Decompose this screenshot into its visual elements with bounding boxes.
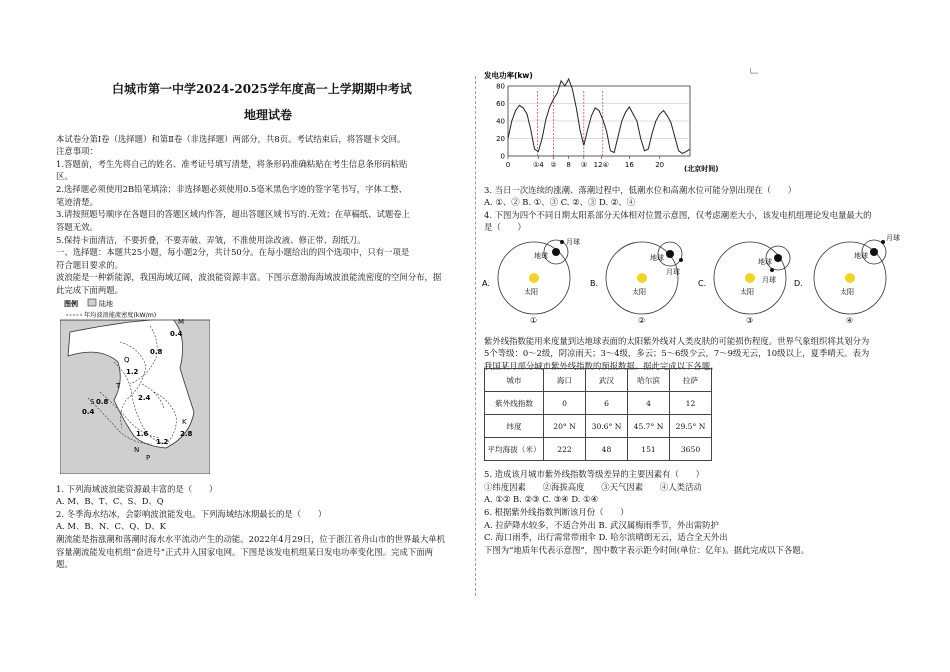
sun xyxy=(637,273,647,283)
legend-line-label: 年均波浪能流密度(kW/m) xyxy=(84,312,157,319)
tidal-intro-line: 题。 xyxy=(56,559,73,569)
instruction-line: 5.保持卡面清洁，不要折叠，不要弄破、弄皱，不准使用涂改液、修正带、刮纸刀。 xyxy=(56,235,366,245)
diagram-number: ③ xyxy=(746,316,754,325)
table-header-cell: 武汉 xyxy=(586,369,628,392)
sun xyxy=(745,273,755,283)
table-cell: 3650 xyxy=(670,438,712,461)
question-5-factors: ①纬度因素 ②海拔高度 ③天气因素 ④人类活动 xyxy=(484,482,702,492)
x-tick-label: 8 xyxy=(566,161,571,169)
table-row xyxy=(485,415,712,438)
x-tick-label: ③ xyxy=(580,161,587,169)
instruction-line: 答题无效。 xyxy=(56,222,98,232)
power-line xyxy=(508,79,690,153)
instruction-line: 1.答题前，考生先将自己的姓名、准考证号填写清楚，将条形码准确粘贴在考生信息条形码粘贴 xyxy=(56,159,408,169)
table-cell: 30.6° N xyxy=(586,415,628,438)
instruction-line: 区。 xyxy=(56,171,73,181)
y-tick-label: 0 xyxy=(500,152,505,161)
diagram-letter: B. xyxy=(590,279,599,288)
table-cell: 紫外线指数 xyxy=(485,392,544,415)
exam-subtitle: 地理试卷 xyxy=(244,108,293,122)
table-cell: 151 xyxy=(628,438,670,461)
power-chart xyxy=(480,70,720,180)
map-label-P: P xyxy=(146,454,151,462)
map-label-M: M xyxy=(178,318,185,326)
diagram-letter: A. xyxy=(482,279,490,288)
x-tick-label: ①4 xyxy=(532,161,544,169)
chart-ylabel: 发电功率(kw) xyxy=(484,71,533,80)
instruction-line: 2.选择题必须使用2B铅笔填涂；非选择题必须使用0.5毫米黑色字迹的签字笔书写，字体工整、 xyxy=(56,184,408,194)
earth xyxy=(870,248,878,256)
earth xyxy=(666,250,674,258)
table-cell: 平均海拔（米） xyxy=(485,438,544,461)
table-cell: 12 xyxy=(670,392,712,415)
map-label-2.8: 2.8 xyxy=(180,430,193,438)
instruction-line: 一、选择题：本题共25小题，每小题2分，共计50分。在每小题给出的四个选项中，只有一项是 xyxy=(56,247,410,257)
map-label-0.4: 0.4 xyxy=(170,330,183,338)
map-label-Q: Q xyxy=(124,356,130,364)
table-row xyxy=(485,392,712,415)
moon-label: 月球 xyxy=(666,268,680,276)
x-tick-label: 12④ xyxy=(593,161,609,169)
uv-intro-line: 我国某月部分城市紫外线指数的预报数据。据此完成以下各题。 xyxy=(484,361,719,371)
question-3-options: A. ①、② B. ①、③ C. ②、③ D. ②、④ xyxy=(484,197,636,207)
earth-label: 地球 xyxy=(758,258,772,266)
uv-intro-line: 紫外线指数能用来度量到达地球表面的太阳紫外线对人类皮肤的可能损伤程度。世界气象组织将其划分为 xyxy=(484,336,870,346)
table-header-cell: 城市 xyxy=(485,369,544,392)
question-4-line: 是（ ） xyxy=(484,222,526,232)
corner-mark: └─ xyxy=(748,68,759,78)
sun-label: 太阳 xyxy=(840,288,854,296)
diagram-number: ② xyxy=(638,316,646,325)
question-2: 2. 冬季海水结冰，会影响波浪能发电。下列海域结冰期最长的是（ ） xyxy=(56,509,327,519)
table-cell: 20° N xyxy=(544,415,586,438)
table-cell: 45.7° N xyxy=(628,415,670,438)
instruction-line: 3.请按照题号顺序在各题目的答题区域内作答，超出答题区域书写的.无效；在草稿纸、试题卷上 xyxy=(56,209,411,219)
table-cell: 222 xyxy=(544,438,586,461)
question-6: 6. 根据紫外线指数判断该月份（ ） xyxy=(484,507,629,517)
question-5: 5. 造成该月城市紫外线指数等级差异的主要因素有（ ） xyxy=(484,469,705,479)
map-label-1.2b: 1.2 xyxy=(156,438,169,446)
bohai-wave-energy-map xyxy=(60,296,210,474)
table-cell: 0 xyxy=(544,392,586,415)
y-tick-label: 60 xyxy=(496,100,505,108)
instruction-line: 波浪能是一种新能源，我国海域辽阔，波浪能资源丰富。下图示意渤海海域波浪能流密度的空间分布，据 xyxy=(56,272,442,282)
y-tick-label: 20 xyxy=(496,135,505,143)
chart-xlabel: (北京时间) xyxy=(684,165,719,173)
moon-label: 月球 xyxy=(762,276,776,284)
table-row xyxy=(485,438,712,461)
map-label-1.6: 1.6 xyxy=(136,430,149,438)
tidal-intro-line: 潮流能是指涨潮和落潮时海水水平流动产生的动能。2022年4月29日，位于浙江省舟山市的世界最大单机 xyxy=(56,534,446,544)
question-6-options-cd: C. 海口雨季，出行需常带雨伞 D. 哈尔滨晴朗无云，适合全天外出 xyxy=(484,532,728,542)
diagram-number: ① xyxy=(530,316,538,325)
instruction-line: 符合题目要求的。 xyxy=(56,260,123,270)
earth-label: 地球 xyxy=(854,252,868,260)
diagram-A xyxy=(482,237,580,325)
earth-label: 地球 xyxy=(534,252,548,260)
diagram-B xyxy=(590,242,683,325)
question-4-line: 4. 下图为四个不同日期太阳系部分天体相对位置示意图，仅考虑潮差大小，该发电机组理论发电量最大的 xyxy=(484,210,872,220)
map-label-0.4b: 0.4 xyxy=(82,408,95,416)
diagram-D xyxy=(794,233,900,325)
uv-table xyxy=(484,368,712,461)
sun xyxy=(529,273,539,283)
question-1: 1. 下列海域波浪能资源最丰富的是（ ） xyxy=(56,484,218,494)
table-cell: 6 xyxy=(586,392,628,415)
earth-label: 地球 xyxy=(650,254,664,262)
table-cell: 29.5° N xyxy=(670,415,712,438)
x-tick-label: 16 xyxy=(624,161,634,169)
table-header-row xyxy=(485,369,712,392)
question-7-intro: 下图为“地质年代表示意图”，图中数字表示距今时间(单位：亿年)。据此完成以下各题。 xyxy=(484,545,809,555)
table-cell: 4 xyxy=(628,392,670,415)
table-cell: 纬度 xyxy=(485,415,544,438)
table-header-cell: 拉萨 xyxy=(670,369,712,392)
x-tick-label: ② xyxy=(550,161,557,169)
table-header-cell: 哈尔滨 xyxy=(628,369,670,392)
sun xyxy=(845,273,855,283)
x-tick-label: 20 xyxy=(655,161,665,169)
question-1-options: A. M、B、T、C、S、D、Q xyxy=(56,496,164,506)
diagram-number: ④ xyxy=(846,316,854,325)
sun-label: 太阳 xyxy=(740,288,754,296)
legend-land: 陆地 xyxy=(99,300,113,308)
table-header-cell: 海口 xyxy=(544,369,586,392)
table-cell: 48 xyxy=(586,438,628,461)
sun-label: 太阳 xyxy=(632,288,646,296)
legend-land-swatch xyxy=(88,299,96,306)
moon xyxy=(560,240,564,244)
instruction-line: 本试卷分第Ⅰ卷（选择题）和第Ⅱ卷（非选择题）两部分，共8页。考试结束后，将答题卡交回。 xyxy=(56,134,406,144)
map-label-K: K xyxy=(182,418,187,426)
map-label-N: N xyxy=(134,446,140,454)
diagram-letter: C. xyxy=(698,279,707,288)
tidal-intro-line: 容量潮流能发电机组“奋进号”正式并入国家电网。下图是该发电机组某日发电功率变化图。完成下面两 xyxy=(56,547,434,557)
moon xyxy=(679,258,683,262)
question-5-options: A. ①② B. ②③ C. ③④ D. ①④ xyxy=(484,494,599,504)
instruction-line: 此完成下面两题。 xyxy=(56,285,123,295)
moon-label: 月球 xyxy=(566,238,580,246)
sun-label: 太阳 xyxy=(524,288,538,296)
earth xyxy=(552,248,560,256)
question-3: 3. 当日一次连续的涨潮、落潮过程中，低潮水位和高潮水位可能分别出现在（ ） xyxy=(484,185,797,195)
orbit-diagrams xyxy=(480,230,900,330)
map-label-1.2: 1.2 xyxy=(126,368,139,376)
question-6-options-ab: A. 拉萨降水较多，不适合外出 B. 武汉属梅雨季节，外出需防护 xyxy=(484,520,719,530)
moon xyxy=(881,240,885,244)
x-tick-label: 0 xyxy=(505,161,511,169)
y-tick-label: 40 xyxy=(496,117,505,126)
instruction-line: 笔迹清楚。 xyxy=(56,197,98,207)
question-2-options: A. M、B、N、C、Q、D、K xyxy=(56,521,166,531)
map-label-0.8b: 0.8 xyxy=(96,398,109,406)
instruction-line: 注意事项： xyxy=(56,146,98,156)
map-label-2.4: 2.4 xyxy=(138,394,151,402)
diagram-letter: D. xyxy=(794,279,803,288)
legend-title: 图例 xyxy=(64,300,78,308)
moon-label: 月球 xyxy=(886,234,900,242)
moon xyxy=(770,268,774,272)
uv-intro-line: 5个等级：0～2级，阴凉雨天；3～4级，多云；5～6级少云，7～9级无云，10级以上，夏季晴天。表为 xyxy=(484,348,870,358)
column-divider xyxy=(475,76,477,596)
map-label-T: T xyxy=(116,382,121,390)
map-label-S: S xyxy=(90,398,95,406)
y-tick-label: 80 xyxy=(496,82,505,91)
exam-title: 白城市第一中学2024-2025学年度高一上学期期中考试 xyxy=(112,82,412,96)
earth xyxy=(774,254,782,262)
map-label-0.8: 0.8 xyxy=(150,348,163,356)
diagram-C xyxy=(698,242,790,325)
